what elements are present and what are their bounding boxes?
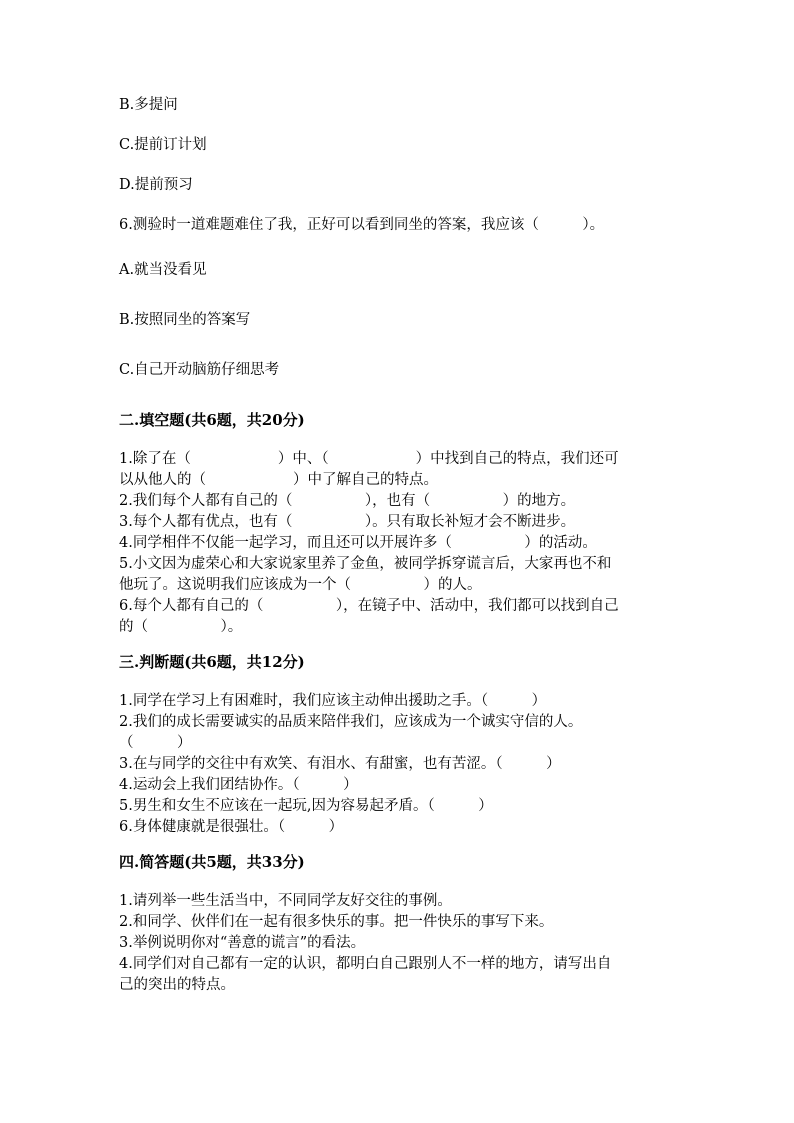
q5-option-d: D.提前预习	[119, 177, 193, 193]
section2-line: 4.同学相伴不仅能一起学习，而且还可以开展许多（ ）的活动。	[119, 535, 597, 551]
section3-line: 3.在与同学的交往中有欢笑、有泪水、有甜蜜，也有苦涩。（ ）	[119, 756, 561, 772]
section2-line: 6.每个人都有自己的（ ），在镜子中、活动中，我们都可以找到自己	[119, 598, 619, 614]
section3-title: 三.判断题(共6题，共12分)	[119, 653, 305, 671]
exam-page	[119, 95, 679, 996]
section2-line: 的（ ）。	[119, 619, 243, 635]
q6-option-a: A.就当没看见	[119, 262, 207, 278]
section3-line: 5.男生和女生不应该在一起玩,因为容易起矛盾。（ ）	[119, 798, 493, 814]
section3-line: 4.运动会上我们团结协作。（ ）	[119, 777, 358, 793]
section2-line: 5.小文因为虚荣心和大家说家里养了金鱼，被同学拆穿谎言后，大家再也不和	[119, 556, 612, 572]
section4-line: 4.同学们对自己都有一定的认识，都明白自己跟别人不一样的地方，请写出自	[119, 956, 612, 972]
q5-option-b: B.多提问	[119, 97, 178, 113]
section3-line: 1.同学在学习上有困难时，我们应该主动伸出援助之手。（ ）	[119, 693, 547, 709]
q6-option-b: B.按照同坐的答案写	[119, 312, 251, 328]
section2-line: 以从他人的（ ）中了解自己的特点。	[119, 472, 438, 488]
section4-items	[119, 891, 679, 996]
section4-title: 四.简答题(共5题，共33分)	[119, 853, 305, 871]
section2-line: 2.我们每个人都有自己的（ ），也有（ ）的地方。	[119, 493, 576, 509]
section3-items	[119, 691, 679, 838]
section2-title: 二.填空题(共6题，共20分)	[119, 411, 305, 429]
section4-line: 己的突出的特点。	[119, 977, 235, 993]
section2-line: 他玩了。这说明我们应该成为一个（ ）的人。	[119, 577, 482, 593]
section2-items	[119, 449, 679, 638]
section4-line: 3.举例说明你对“善意的谎言”的看法。	[119, 935, 366, 951]
section2-line: 3.每个人都有优点，也有（ ）。只有取长补短才会不断进步。	[119, 514, 576, 530]
section4-line: 2.和同学、伙伴们在一起有很多快乐的事。把一件快乐的事写下来。	[119, 914, 554, 930]
section3-line: 6.身体健康就是很强壮。（ ）	[119, 819, 344, 835]
section3-line: （ ）	[119, 735, 192, 751]
q6-stem: 6.测验时一道难题难住了我，正好可以看到同坐的答案，我应该（ ）。	[119, 217, 605, 233]
q5-option-c: C.提前订计划	[119, 137, 207, 153]
section2-line: 1.除了在（ ）中、（ ）中找到自己的特点，我们还可	[119, 451, 619, 467]
q6-option-c: C.自己开动脑筋仔细思考	[119, 362, 280, 378]
section4-line: 1.请列举一些生活当中，不同同学友好交往的事例。	[119, 893, 452, 909]
section3-line: 2.我们的成长需要诚实的品质来陪伴我们，应该成为一个诚实守信的人。	[119, 714, 583, 730]
